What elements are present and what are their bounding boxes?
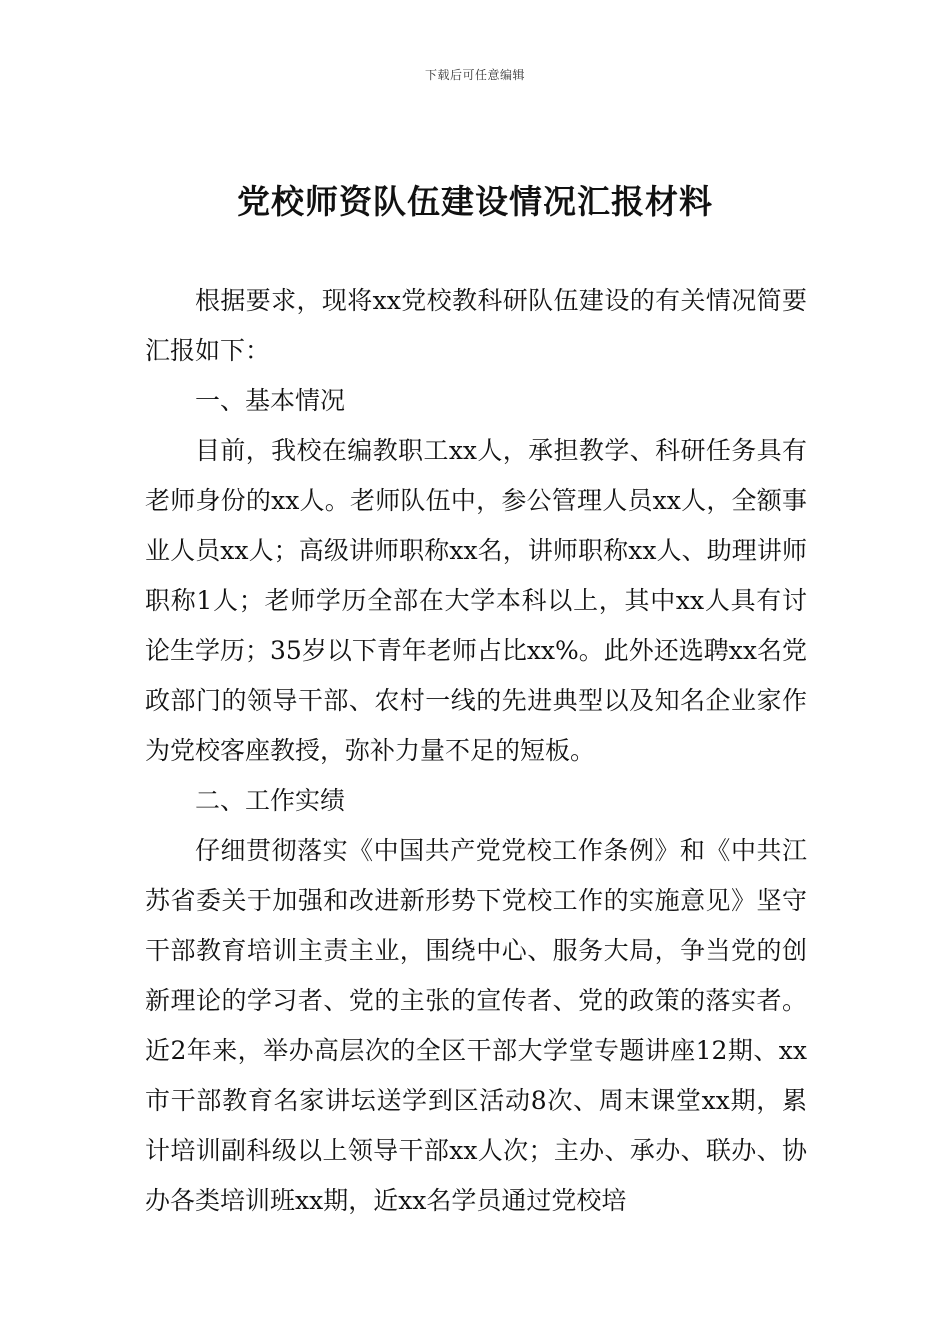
paragraph-basic-situation: 目前，我校在编教职工xx人，承担教学、科研任务具有老师身份的xx人。老师队伍中，参公管理人员xx人，全额事业人员xx人；高级讲师职称xx名，讲师职称xx人、助理讲师职称1人；老师学历全部在大学本科以上，其中xx人具有讨论生学历；35岁以下青年老师占比xx%。此外还选聘xx名党政部门的领导干部、农村一线的先进典型以及知名企业家作为党校客座教授，弥补力量不足的短板。 <box>145 436 807 765</box>
header-note: 下载后可任意编辑 <box>424 68 525 82</box>
section-heading-achievements: 二、工作实绩 <box>195 786 346 815</box>
paragraph-intro: 根据要求，现将xx党校教科研队伍建设的有关情况简要汇报如下： <box>145 286 807 365</box>
section-heading-basic: 一、基本情况 <box>195 386 346 415</box>
document-title: 党校师资队伍建设情况汇报材料 <box>237 182 713 221</box>
paragraph-achievements: 仔细贯彻落实《中国共产党党校工作条例》和《中共江苏省委关于加强和改进新形势下党校工作的实施意见》坚守干部教育培训主责主业，围绕中心、服务大局，争当党的创新理论的学习者、党的主张的宣传者、党的政策的落实者。近2年来，举办高层次的全区干部大学堂专题讲座12期、xx市干部教育名家讲坛送学到区活动8次、周末课堂xx期，累计培训副科级以上领导干部xx人次；主办、承办、联办、协办各类培训班xx期，近xx名学员通过党校培 <box>145 836 807 1215</box>
document-body <box>145 276 807 1226</box>
